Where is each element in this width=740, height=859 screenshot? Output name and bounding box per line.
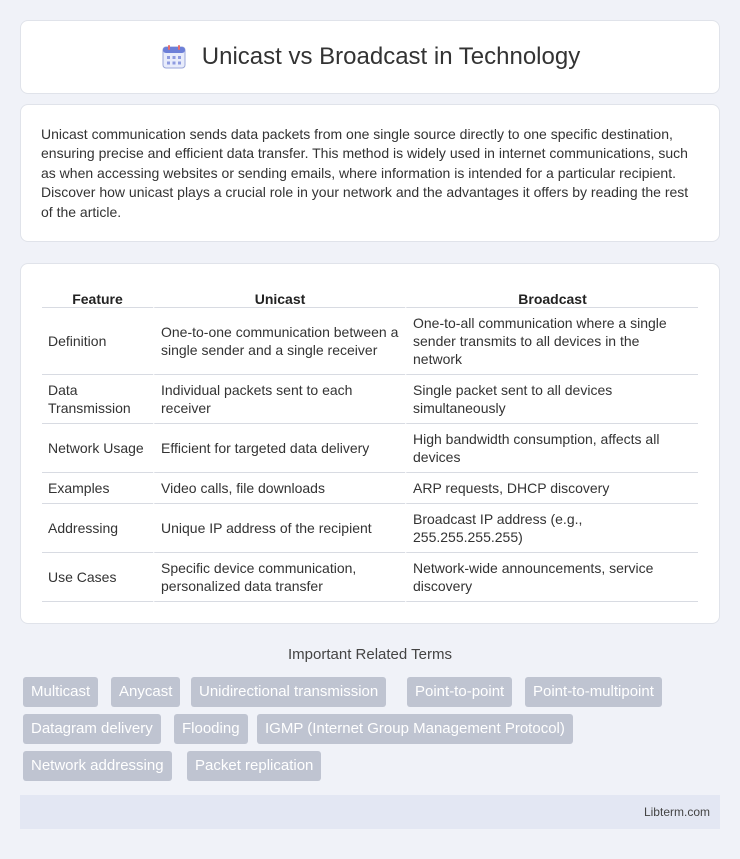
unicast-cell: Efficient for targeted data delivery (153, 424, 405, 473)
table-row (42, 553, 698, 602)
column-header: Broadcast (405, 282, 698, 308)
table-row (42, 473, 698, 504)
term-tag[interactable]: Anycast (111, 677, 180, 707)
term-tag[interactable]: Flooding (174, 714, 248, 744)
page-title: Unicast vs Broadcast in Technology (201, 43, 581, 70)
comparison-table-card (20, 263, 720, 624)
table-row (42, 308, 698, 375)
unicast-cell: Specific device communication, personalized data transfer (153, 553, 405, 602)
term-tag[interactable]: Network addressing (23, 751, 172, 781)
table-row (42, 424, 698, 473)
unicast-cell: One-to-one communication between a single sender and a single receiver (153, 308, 405, 375)
related-terms-title: Important Related Terms (288, 646, 452, 663)
broadcast-cell: Network-wide announcements, service discovery (405, 553, 698, 602)
footer-brand[interactable]: Libterm.com (643, 805, 710, 819)
broadcast-cell: One-to-all communication where a single sender transmits to all devices in the network (405, 308, 698, 375)
calendar-icon (160, 43, 188, 71)
broadcast-cell: Broadcast IP address (e.g., 255.255.255.255) (405, 504, 698, 553)
unicast-cell: Unique IP address of the recipient (153, 504, 405, 553)
broadcast-cell: ARP requests, DHCP discovery (405, 473, 698, 504)
comparison-table (42, 282, 698, 602)
feature-cell: Use Cases (42, 553, 153, 602)
term-tag[interactable]: Unidirectional transmission (191, 677, 386, 707)
unicast-cell: Video calls, file downloads (153, 473, 405, 504)
broadcast-cell: Single packet sent to all devices simultaneously (405, 375, 698, 424)
feature-cell: Addressing (42, 504, 153, 553)
broadcast-cell: High bandwidth consumption, affects all devices (405, 424, 698, 473)
intro-text: Unicast communication sends data packets from one single source directly to one specific destination, ensuring precise and efficient data transfer. This method is widely used in internet communications, such as when accessing websites or sending emails, where information is intended for a particular recipient. Discover how unicast plays a crucial role in your network and the advantages it offers by reading the rest of the article. (41, 126, 689, 220)
term-tag[interactable]: Packet replication (187, 751, 321, 781)
column-header: Unicast (153, 282, 405, 308)
feature-cell: Definition (42, 308, 153, 375)
term-tag[interactable]: IGMP (Internet Group Management Protocol) (257, 714, 573, 744)
header-card (20, 20, 720, 94)
feature-cell: Network Usage (42, 424, 153, 473)
column-header: Feature (42, 282, 153, 308)
feature-cell: Data Transmission (42, 375, 153, 424)
term-tag[interactable]: Datagram delivery (23, 714, 161, 744)
table-row (42, 375, 698, 424)
term-tag[interactable]: Multicast (23, 677, 98, 707)
table-header-row (42, 282, 698, 308)
table-row (42, 504, 698, 553)
footer (20, 795, 720, 829)
term-tag[interactable]: Point-to-multipoint (525, 677, 662, 707)
term-tag[interactable]: Point-to-point (407, 677, 512, 707)
feature-cell: Examples (42, 473, 153, 504)
intro-card (20, 104, 720, 242)
unicast-cell: Individual packets sent to each receiver (153, 375, 405, 424)
